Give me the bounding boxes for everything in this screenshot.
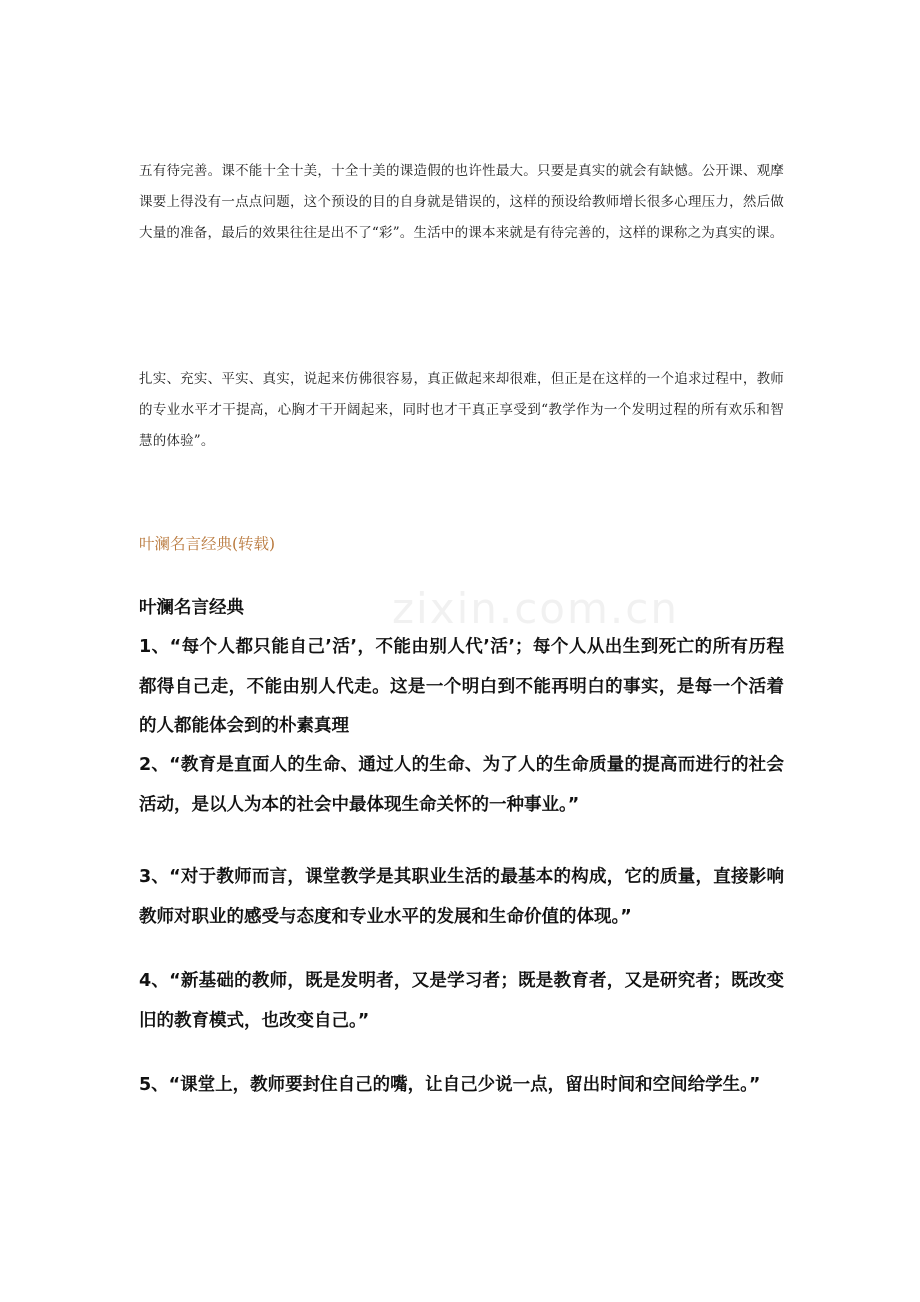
quote-2: 2、“教育是直面人的生命、通过人的生命、为了人的生命质量的提高而进行的社会活动，是以人为本的社会中最体现生命关怀的一种事业。” xyxy=(139,755,784,815)
quote-1: 1、“每个人都只能自己’活’，不能由别人代’活’；每个人从出生到死亡的所有历程都得自己走，不能由别人代走。这是一个明白到不能再明白的事实，是每一个活着的人都能体会到的朴素真理 xyxy=(139,637,784,736)
paragraph-1: 五有待完善。课不能十全十美，十全十美的课造假的也许性最大。只要是真实的就会有缺憾。公开课、观摩课要上得没有一点点问题，这个预设的目的自身就是错误的，这样的预设给教师增长很多心理压力，然后做大量的准备，最后的效果往往是出不了“彩”。生活中的课本来就是有待完善的，这样的课称之为真实的课。 xyxy=(139,163,784,241)
section-heading: 叶澜名言经典 xyxy=(139,598,244,618)
quote-3: 3、“对于教师而言，课堂教学是其职业生活的最基本的构成，它的质量，直接影响教师对职业的感受与态度和专业水平的发展和生命价值的体现。” xyxy=(139,867,784,927)
paragraph-2: 扎实、充实、平实、真实，说起来仿佛很容易，真正做起来却很难，但正是在这样的一个追求过程中，教师的专业水平才干提高，心胸才干开阔起来，同时也才干真正享受到“教学作为一个发明过程的所有欢乐和智慧的体验”。 xyxy=(139,371,784,449)
article-link-title[interactable]: 叶澜名言经典(转载) xyxy=(139,535,276,553)
quote-5: 5、“课堂上，教师要封住自己的嘴，让自己少说一点，留出时间和空间给学生。” xyxy=(139,1075,761,1095)
watermark: zixin.com.cn xyxy=(392,584,679,633)
quote-4: 4、“新基础的教师，既是发明者，又是学习者；既是教育者，又是研究者；既改变旧的教育模式，也改变自己。” xyxy=(139,971,784,1031)
